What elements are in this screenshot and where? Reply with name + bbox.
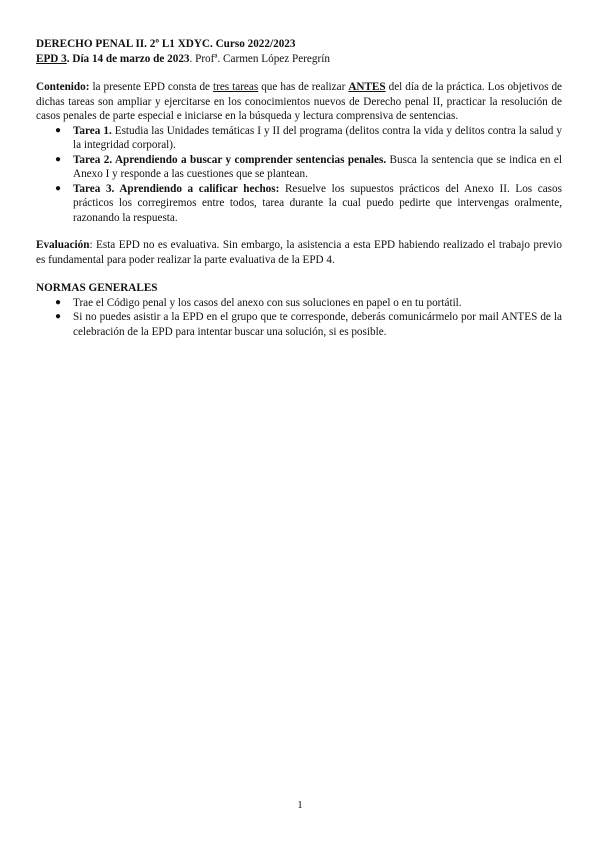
course-title: DERECHO PENAL II. 2º L1 XDYC. Curso 2022/2023 [36,38,296,50]
task-text: Busca la sentencia que se indica en el Anexo I y responde a las cuestiones que se plantean. [73,153,562,180]
task-item [36,153,562,182]
contenido-paragraph [36,80,562,124]
bullet-icon: ● [55,153,62,165]
evaluacion-label: Evaluación [36,239,90,251]
evaluacion-text: : Esta EPD no es evaluativa. Sin embargo, la asistencia a esta EPD habiendo realizado el trabajo previo es fundamental para poder realizar la parte evaluativa de la EPD 4. [36,239,562,266]
normas-title: NORMAS GENERALES [36,282,158,294]
bullet-icon: ● [55,311,62,322]
bullet-icon: ● [55,182,62,194]
epd-subtitle [36,52,562,67]
contenido-text: que has de realizar [258,81,349,93]
bullet-icon: ● [55,124,62,136]
task-text: Resuelve los supuestos prácticos del Anexo II. Los casos prácticos los corregiremos entre todos, tarea durante la cual puedo pedirte que intervengas oralmente, razonando la respuesta. [73,182,562,224]
page-number: 1 [297,799,303,811]
task-item [36,124,562,153]
normas-list [36,296,562,340]
norma-item [36,296,562,311]
professor-name: . Profª. Carmen López Peregrín [189,53,330,65]
norma-text: Si no puedes asistir a la EPD en el grupo que te corresponde, deberás comunicármelo por mail ANTES de la celebración de la EPD para intentar buscar una solución, si es posible. [73,311,562,338]
epd-date: . Día 14 de marzo de 2023 [66,53,190,65]
task-item [36,182,562,226]
contenido-emphasis: ANTES [348,81,386,93]
task-text: Estudia las Unidades temáticas I y II del programa (delitos contra la vida y delitos contra la salud y la integridad corporal). [73,124,562,151]
norma-text: Trae el Código penal y los casos del anexo con sus soluciones en papel o en tu portátil. [73,296,462,309]
contenido-text: la presente EPD consta de [89,81,213,93]
contenido-text: del día de la práctica. Los objetivos de dichas tareas son ampliar y ejercitarse en los conocimientos nuevos de Derecho penal II, practicar la resolución de casos penales de parte especial e iniciarse en la búsqueda y lectura comprensiva de sentencias. [36,81,563,122]
contenido-label: Contenido: [36,81,90,93]
task-list [36,124,562,226]
evaluacion-paragraph [36,238,562,267]
epd-label: EPD 3 [36,53,67,65]
norma-item [36,310,562,339]
task-label: Tarea 1. [73,124,112,137]
contenido-underlined: tres tareas [213,81,259,93]
bullet-icon: ● [55,296,62,308]
task-label: Tarea 3. Aprendiendo a calificar hechos: [73,182,280,195]
task-label: Tarea 2. Aprendiendo a buscar y comprender sentencias penales. [73,153,387,166]
document-content [36,37,562,339]
